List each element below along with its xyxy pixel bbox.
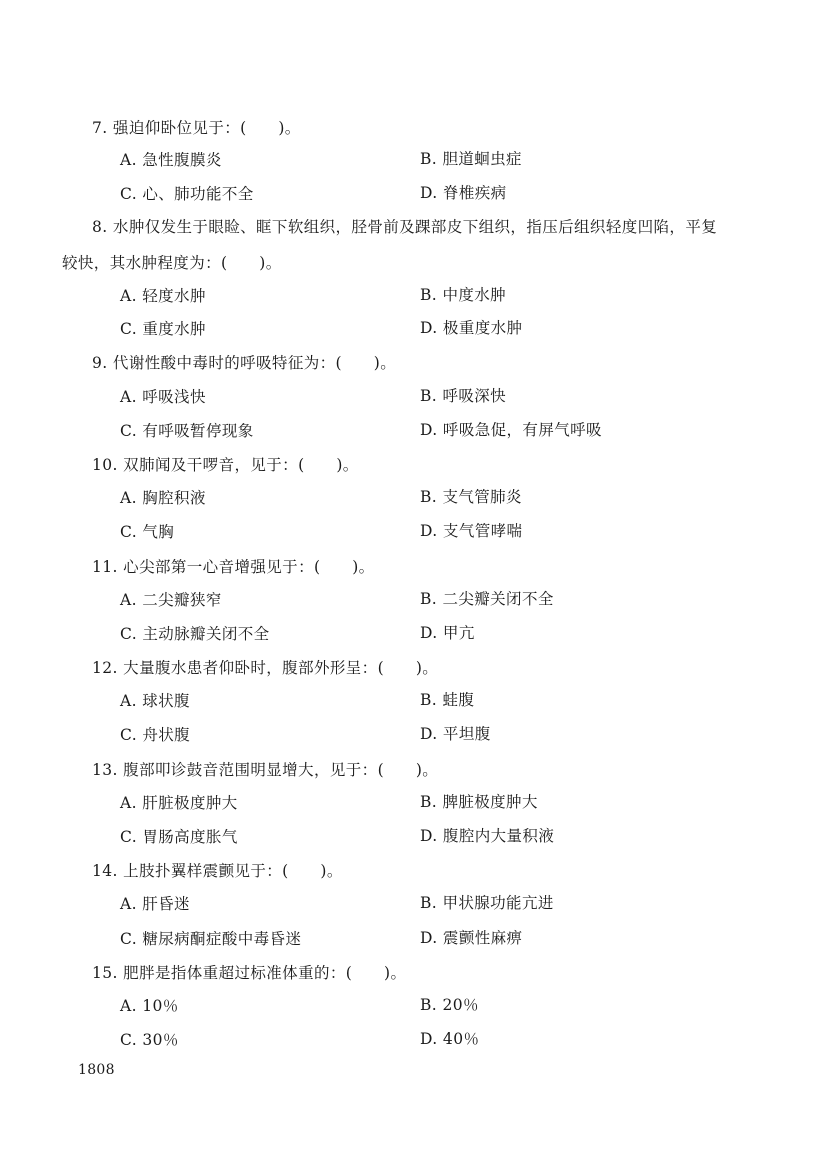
question-9-option-d: D. 呼吸急促，有屏气呼吸 — [420, 421, 602, 439]
question-11-stem: 11. 心尖部第一心音增强见于：( )。 — [92, 558, 375, 576]
question-12-option-a: A. 球状腹 — [120, 692, 190, 710]
question-10-option-d: D. 支气管哮喘 — [420, 522, 523, 540]
question-12-option-c: C. 舟状腹 — [120, 726, 191, 744]
question-7-stem: 7. 强迫仰卧位见于：( )。 — [92, 119, 301, 137]
question-8-option-a: A. 轻度水肿 — [120, 287, 206, 305]
question-13-option-b: B. 脾脏极度肿大 — [420, 793, 538, 811]
question-14-option-d: D. 震颤性麻痹 — [420, 929, 523, 947]
question-10-option-a: A. 胸腔积液 — [120, 489, 206, 507]
question-14-option-b: B. 甲状腺功能亢进 — [420, 894, 554, 912]
question-10-option-b: B. 支气管肺炎 — [420, 488, 522, 506]
question-11-option-d: D. 甲亢 — [420, 624, 475, 642]
question-9-option-b: B. 呼吸深快 — [420, 387, 507, 405]
question-13-option-a: A. 肝脏极度肿大 — [120, 794, 238, 812]
question-11-option-c: C. 主动脉瓣关闭不全 — [120, 625, 270, 643]
question-10-stem: 10. 双肺闻及干啰音，见于：( )。 — [92, 456, 359, 474]
question-13-option-c: C. 胃肠高度胀气 — [120, 828, 238, 846]
question-7-option-b: B. 胆道蛔虫症 — [420, 150, 522, 168]
question-13-stem: 13. 腹部叩诊鼓音范围明显增大，见于：( )。 — [92, 761, 439, 779]
question-15-option-b: B. 20％ — [420, 996, 479, 1014]
question-15-option-d: D. 40％ — [420, 1030, 480, 1048]
question-9-stem: 9. 代谢性酸中毒时的呼吸特征为：( )。 — [92, 354, 397, 372]
question-11-option-a: A. 二尖瓣狭窄 — [120, 591, 222, 609]
question-14-option-c: C. 糖尿病酮症酸中毒昏迷 — [120, 930, 302, 948]
question-15-option-c: C. 30％ — [120, 1031, 179, 1049]
question-8-stem-line2: 较快，其水肿程度为：( )。 — [62, 254, 282, 272]
question-8-option-d: D. 极重度水肿 — [420, 319, 523, 337]
question-8-option-c: C. 重度水肿 — [120, 320, 206, 338]
question-12-option-b: B. 蛙腹 — [420, 691, 475, 709]
question-12-option-d: D. 平坦腹 — [420, 725, 491, 743]
question-10-option-c: C. 气胸 — [120, 523, 175, 541]
question-8-stem: 8. 水肿仅发生于眼睑、眶下软组织，胫骨前及踝部皮下组织，指压后组织轻度凹陷，平复 — [92, 218, 718, 236]
question-9-option-c: C. 有呼吸暂停现象 — [120, 422, 254, 440]
question-11-option-b: B. 二尖瓣关闭不全 — [420, 590, 554, 608]
question-7-option-d: D. 脊椎疾病 — [420, 184, 507, 202]
question-7-option-a: A. 急性腹膜炎 — [120, 151, 222, 169]
question-15-option-a: A. 10％ — [120, 997, 179, 1015]
page-number: 1808 — [78, 1062, 115, 1078]
question-14-option-a: A. 肝昏迷 — [120, 895, 190, 913]
question-9-option-a: A. 呼吸浅快 — [120, 388, 206, 406]
question-12-stem: 12. 大量腹水患者仰卧时，腹部外形呈：( )。 — [92, 659, 439, 677]
question-13-option-d: D. 腹腔内大量积液 — [420, 827, 555, 845]
question-15-stem: 15. 肥胖是指体重超过标准体重的：( )。 — [92, 964, 407, 982]
question-14-stem: 14. 上肢扑翼样震颤见于：( )。 — [92, 862, 343, 880]
question-7-option-c: C. 心、肺功能不全 — [120, 185, 254, 203]
question-8-option-b: B. 中度水肿 — [420, 286, 507, 304]
